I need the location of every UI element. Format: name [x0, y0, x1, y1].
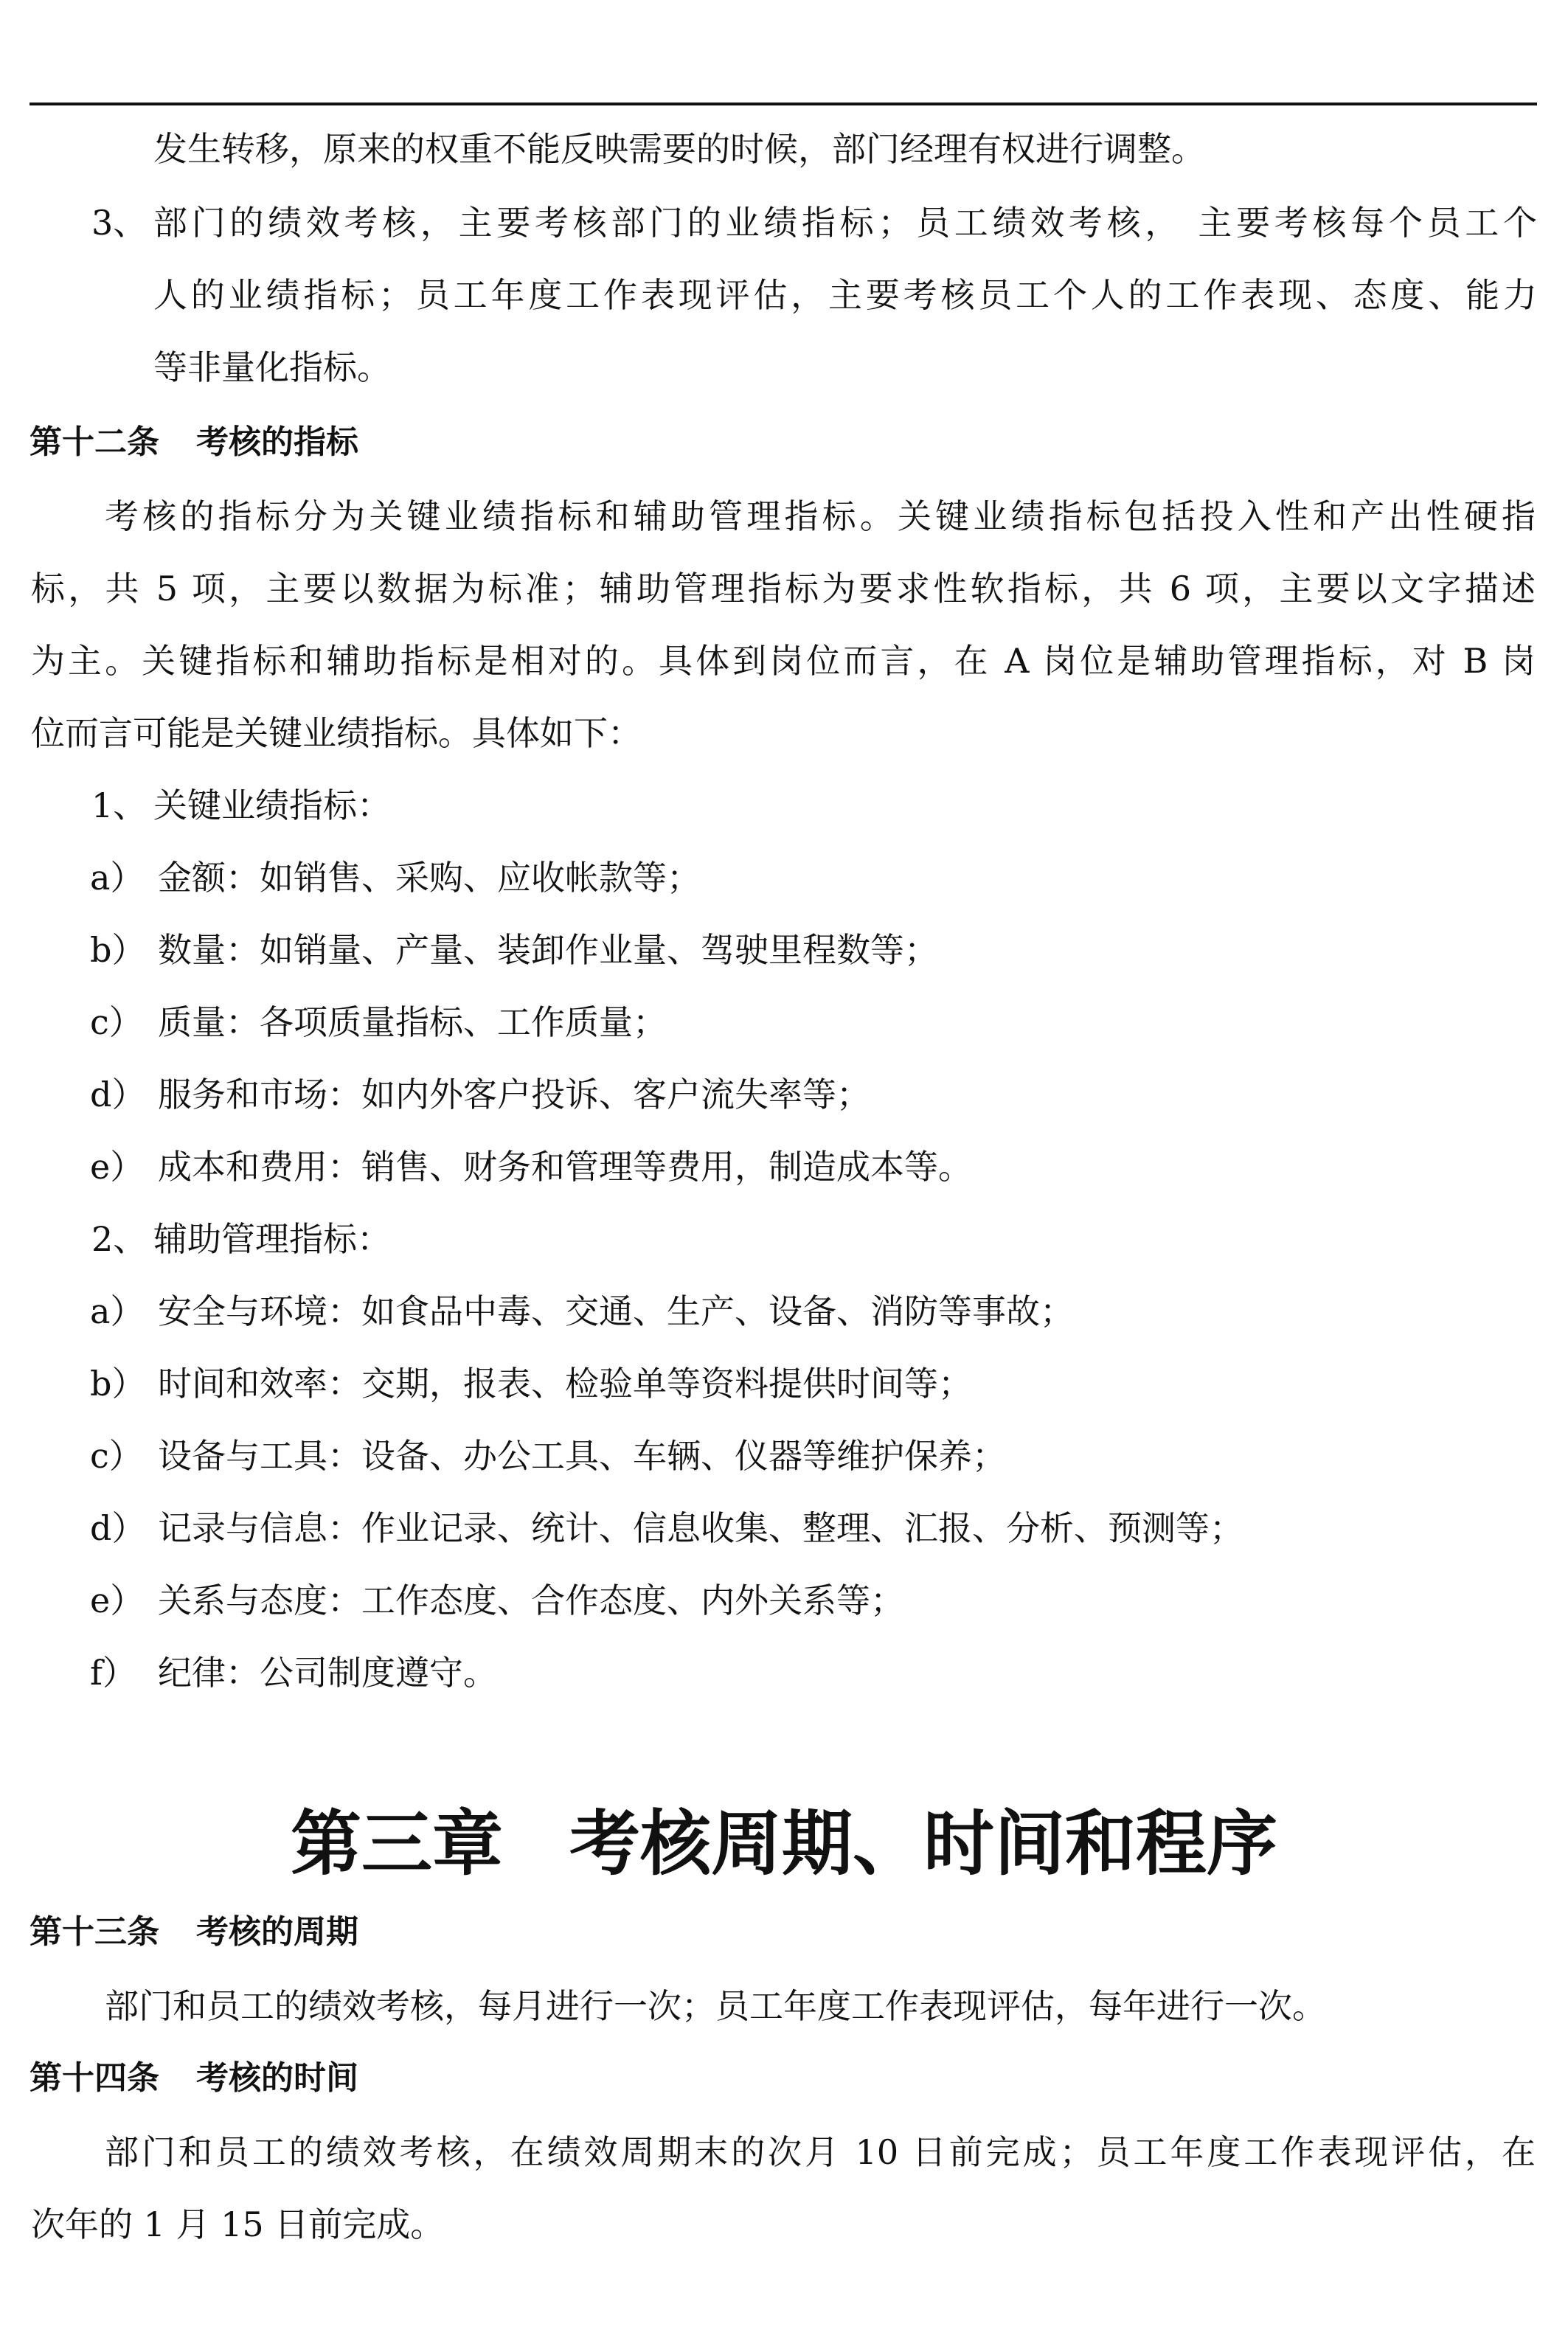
- list-item-text: 安全与环境：如食品中毒、交通、生产、设备、消防等事故；: [158, 1291, 1074, 1331]
- list-item: [90, 1000, 667, 1044]
- list-item-text: 纪律：公司制度遵守。: [158, 1653, 497, 1693]
- list-item-text: 设备与工具：设备、办公工具、车辆、仪器等维护保养；: [158, 1436, 1006, 1476]
- list-item-marker: a）: [90, 858, 145, 898]
- list-item: [90, 1578, 904, 1623]
- list-item-marker: f）: [90, 1653, 137, 1693]
- article-12-title: 考核的指标: [196, 423, 358, 461]
- chapter-3-number: 第三章: [291, 1803, 503, 1885]
- list-item: [90, 928, 938, 972]
- article-13-title: 考核的周期: [196, 1913, 358, 1951]
- group-1-heading: [91, 783, 391, 828]
- article-12-para-line-4: 位而言可能是关键业绩指标。具体如下：: [31, 713, 642, 753]
- list-item: [90, 1072, 870, 1117]
- article-13-heading: [30, 1910, 358, 1954]
- list-item-text: 服务和市场：如内外客户投诉、客户流失率等；: [158, 1075, 870, 1114]
- article-12-para-line-2: 标，共 5 项，主要以数据为标准；辅助管理指标为要求性软指标，共 6 项，主要以文字描述: [31, 569, 1536, 608]
- article-14-para-line-1: 部门和员工的绩效考核，在绩效周期末的次月 10 日前完成；员工年度工作表现评估，在: [105, 2132, 1536, 2172]
- list-item: [90, 1361, 972, 1406]
- chapter-3-name: 考核周期、时间和程序: [569, 1803, 1277, 1885]
- list-item: [90, 1289, 1074, 1333]
- group-2-heading: [91, 1217, 391, 1261]
- list-item: [90, 1434, 1006, 1478]
- list-item-marker: b）: [90, 1364, 146, 1404]
- group-2-label: 辅助管理指标：: [153, 1219, 391, 1259]
- continuation-line: 发生转移，原来的权重不能反映需要的时候，部门经理有权进行调整。: [153, 129, 1205, 169]
- article-14-title: 考核的时间: [196, 2059, 358, 2097]
- header-rule: [30, 103, 1537, 105]
- list-item-marker: c）: [90, 1002, 143, 1042]
- list-item-text: 记录与信息：作业记录、统计、信息收集、整理、汇报、分析、预测等；: [158, 1508, 1243, 1548]
- list-item-marker: a）: [90, 1291, 145, 1331]
- point-3-line-3: 等非量化指标。: [153, 347, 391, 387]
- list-item-text: 数量：如销量、产量、装卸作业量、驾驶里程数等；: [158, 930, 938, 970]
- list-item-marker: b）: [90, 930, 146, 970]
- list-item-text: 质量：各项质量指标、工作质量；: [158, 1002, 667, 1042]
- article-14-heading: [30, 2056, 358, 2101]
- article-14-para-line-2: 次年的 1 月 15 日前完成。: [31, 2204, 445, 2244]
- article-12-heading: [30, 420, 358, 465]
- group-2-marker: 2、: [91, 1219, 148, 1259]
- list-item-marker: d）: [90, 1075, 146, 1114]
- list-item: [90, 1651, 497, 1695]
- article-13-para-line-1: 部门和员工的绩效考核，每月进行一次；员工年度工作表现评估，每年进行一次。: [105, 1986, 1326, 2026]
- list-item-text: 关系与态度：工作态度、合作态度、内外关系等；: [158, 1581, 904, 1620]
- article-14-number: 第十四条: [30, 2059, 159, 2097]
- list-item-text: 金额：如销售、采购、应收帐款等；: [158, 858, 701, 898]
- list-item-text: 成本和费用：销售、财务和管理等费用，制造成本等。: [158, 1147, 972, 1187]
- chapter-3-title: [0, 1800, 1568, 1888]
- point-3-line-2: 人的业绩指标；员工年度工作表现评估，主要考核员工个人的工作表现、态度、能力: [153, 275, 1537, 315]
- list-item-marker: e）: [90, 1147, 145, 1187]
- list-item: [90, 856, 701, 900]
- article-12-number: 第十二条: [30, 423, 159, 461]
- article-12-para-line-3: 为主。关键指标和辅助指标是相对的。具体到岗位而言，在 A 岗位是辅助管理指标，对 B 岗: [31, 641, 1536, 681]
- list-item-text: 时间和效率：交期，报表、检验单等资料提供时间等；: [158, 1364, 972, 1404]
- point-3-marker: 3、: [91, 203, 148, 243]
- list-item: [90, 1145, 972, 1189]
- group-1-label: 关键业绩指标：: [153, 785, 391, 825]
- list-item-marker: c）: [90, 1436, 143, 1476]
- list-item-marker: d）: [90, 1508, 146, 1548]
- list-item-marker: e）: [90, 1581, 145, 1620]
- article-12-para-line-1: 考核的指标分为关键业绩指标和辅助管理指标。关键业绩指标包括投入性和产出性硬指: [105, 496, 1536, 536]
- point-3-line-1: 部门的绩效考核，主要考核部门的业绩指标；员工绩效考核， 主要考核每个员工个: [153, 203, 1537, 243]
- article-13-number: 第十三条: [30, 1913, 159, 1951]
- group-1-marker: 1、: [91, 785, 148, 825]
- list-item: [90, 1506, 1243, 1550]
